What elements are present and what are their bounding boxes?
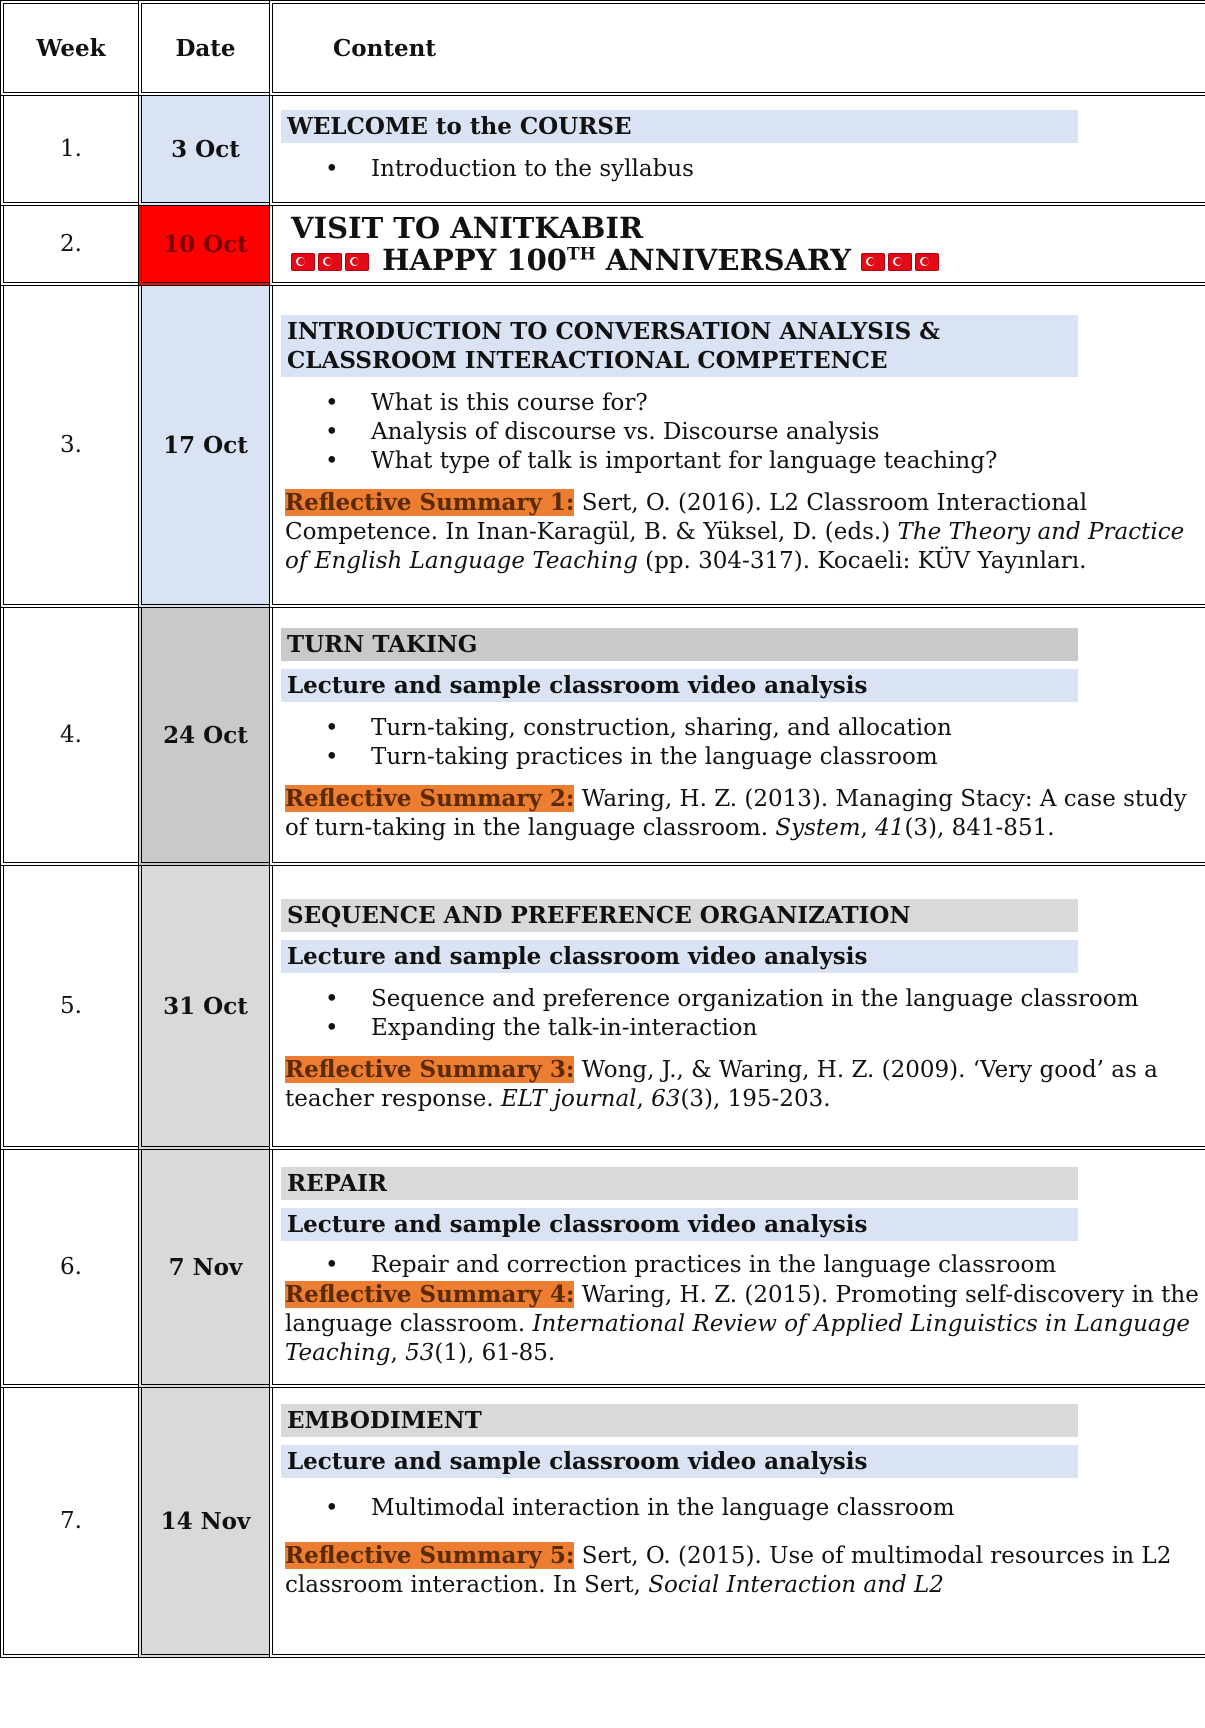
reference-volume: 63 [651, 1085, 681, 1112]
reference-text: (3), 841-851. [904, 814, 1055, 841]
week-date: 14 Nov [138, 1388, 269, 1658]
turkish-flag-icon [291, 253, 315, 271]
list-item: • Repair and correction practices in the language classroom [371, 1251, 1205, 1280]
table-row [0, 286, 1205, 608]
reference-comma: , [636, 1085, 644, 1112]
reflective-summary-tag: Reflective Summary 4: [285, 1280, 575, 1308]
header-date: Date [138, 0, 269, 96]
reflective-summary-tag: Reflective Summary 1: [285, 488, 575, 516]
week-number: 5. [0, 866, 138, 1150]
header-content: Content [269, 0, 1205, 96]
topic-points [281, 1494, 1205, 1523]
topic-subheading: Lecture and sample classroom video analysis [281, 669, 1078, 702]
week-content [269, 608, 1205, 866]
week-date: 31 Oct [138, 866, 269, 1150]
reference-text: Sert, O. (2015). Use of multimodal resources in L2 classroom interaction. In Sert, [285, 1543, 1172, 1598]
list-item: • Expanding the talk-in-interaction [371, 1014, 1145, 1043]
week-date: 10 Oct [138, 206, 269, 286]
table-header-row [0, 0, 1205, 96]
table-row [0, 96, 1205, 206]
event-title: VISIT TO ANITKABIR [291, 211, 644, 245]
week-content [269, 1150, 1205, 1388]
event-subtitle [291, 244, 1205, 276]
topic-points [281, 389, 1205, 476]
week-date: 17 Oct [138, 286, 269, 608]
topic-subheading: Lecture and sample classroom video analysis [281, 1445, 1078, 1478]
week-number: 4. [0, 608, 138, 866]
anniversary-word: ANNIVERSARY [605, 243, 851, 277]
reference-text: (3), 195-203. [680, 1085, 831, 1112]
week-number: 2. [0, 206, 138, 286]
topic-heading: EMBODIMENT [281, 1404, 1078, 1437]
reference-text: Waring, H. Z. (2015). Promoting self-discovery in the language classroom. [285, 1281, 1199, 1337]
reference-comma: , [860, 814, 868, 841]
list-item: • Multimodal interaction in the language classroom [371, 1494, 1205, 1523]
list-item: • Turn-taking, construction, sharing, and allocation [371, 714, 1205, 743]
turkish-flag-icon [888, 253, 912, 271]
week-number: 1. [0, 96, 138, 206]
table-row [0, 866, 1205, 1150]
week-number: 3. [0, 286, 138, 608]
reference-volume: 41 [875, 814, 905, 841]
header-week: Week [0, 0, 138, 96]
turkish-flag-icon [861, 253, 885, 271]
topic-heading: WELCOME to the COURSE [281, 110, 1078, 143]
list-item: • What is this course for? [371, 389, 1205, 418]
reference-journal: System [775, 814, 861, 841]
topic-heading: SEQUENCE AND PREFERENCE ORGANIZATION [281, 899, 1078, 932]
reflective-summary-tag: Reflective Summary 2: [285, 784, 575, 812]
reference-text: Wong, J., & Waring, H. Z. (2009). ‘Very good’ as a teacher response. [285, 1056, 1158, 1112]
topic-heading: REPAIR [281, 1167, 1078, 1200]
table-row [0, 608, 1205, 866]
reference-journal: International Review of Applied Linguistics in Language Teaching [285, 1310, 1190, 1366]
list-item: • Turn-taking practices in the language classroom [371, 743, 1205, 772]
reflective-summary-tag: Reflective Summary 3: [285, 1055, 575, 1083]
week-content [269, 866, 1205, 1150]
reading-reference [285, 1055, 1205, 1114]
topic-heading: INTRODUCTION TO CONVERSATION ANALYSIS & CLASSROOM INTERACTIONAL COMPETENCE [281, 315, 1078, 377]
week-number: 7. [0, 1388, 138, 1658]
anniversary-text: HAPPY 100 [382, 243, 567, 277]
week-date: 3 Oct [138, 96, 269, 206]
reference-text: (1), 61-85. [434, 1339, 556, 1366]
list-item: • Introduction to the syllabus [371, 155, 1205, 184]
topic-points [281, 985, 1205, 1043]
week-content [269, 1388, 1205, 1658]
reference-text: Waring, H. Z. (2013). Managing Stacy: A case study of turn-taking in the language classroom. [285, 785, 1187, 841]
list-item: • Sequence and preference organization in the language classroom [371, 985, 1145, 1014]
reference-volume: 53 [405, 1339, 435, 1366]
week-date: 24 Oct [138, 608, 269, 866]
reference-text: (pp. 304-317). Kocaeli: KÜV Yayınları. [645, 547, 1087, 574]
list-item: • Analysis of discourse vs. Discourse analysis [371, 418, 1205, 447]
reference-journal: ELT journal [501, 1085, 637, 1112]
reading-reference [285, 1541, 1205, 1600]
topic-subheading: Lecture and sample classroom video analysis [281, 1208, 1078, 1241]
topic-points [281, 155, 1205, 184]
topic-points [281, 714, 1205, 772]
week-number: 6. [0, 1150, 138, 1388]
table-row [0, 1150, 1205, 1388]
reflective-summary-tag: Reflective Summary 5: [285, 1542, 575, 1569]
topic-points [281, 1251, 1205, 1280]
table-row [0, 206, 1205, 286]
list-item: • What type of talk is important for language teaching? [371, 447, 1205, 476]
week-content [269, 286, 1205, 608]
reading-reference [285, 488, 1205, 576]
ordinal-suffix: TH [566, 244, 596, 265]
week-content [269, 96, 1205, 206]
turkish-flag-icon [345, 253, 369, 271]
reading-reference [285, 1280, 1205, 1368]
reading-reference [285, 784, 1205, 843]
reference-book-title: Social Interaction and L2 [648, 1572, 944, 1598]
turkish-flag-icon [318, 253, 342, 271]
reference-comma: , [390, 1339, 398, 1366]
week-content [269, 206, 1205, 286]
topic-subheading: Lecture and sample classroom video analysis [281, 940, 1078, 973]
reference-title: The Theory and Practice of English Language Teaching [285, 518, 1185, 574]
turkish-flag-icon [915, 253, 939, 271]
topic-heading: TURN TAKING [281, 628, 1078, 661]
event-block [281, 206, 1205, 282]
week-date: 7 Nov [138, 1150, 269, 1388]
table-row [0, 1388, 1205, 1658]
reference-text: Sert, O. (2016). L2 Classroom Interactional Competence. In Inan-Karagül, B. & Yüksel, D. (eds.) [285, 489, 1088, 545]
